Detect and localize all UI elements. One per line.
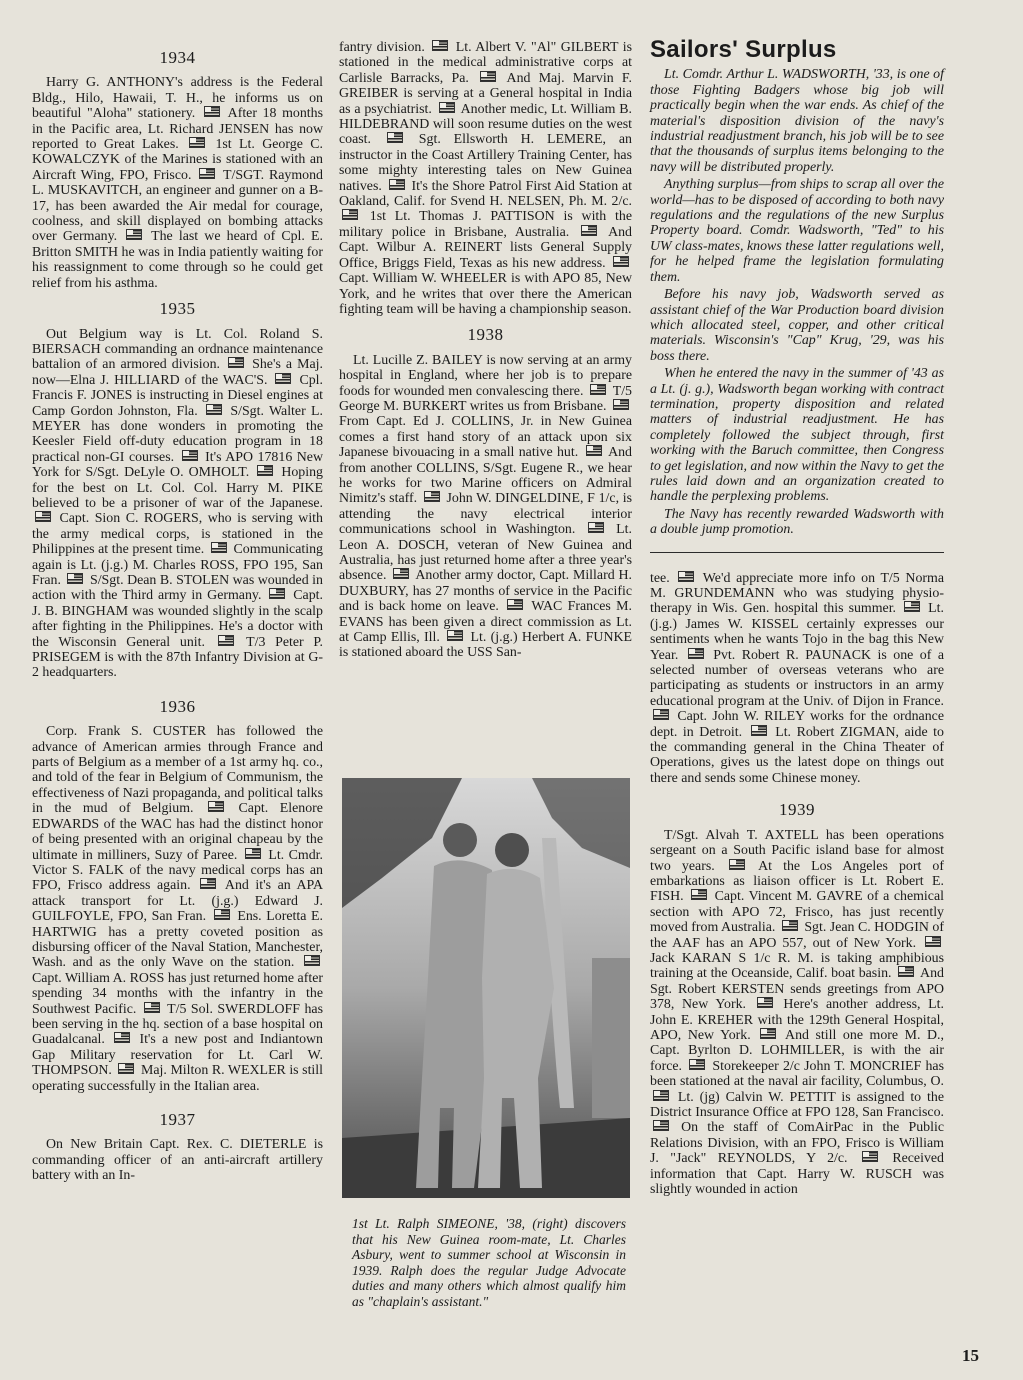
- flag-icon: [862, 1151, 878, 1162]
- flag-icon: [581, 225, 597, 236]
- flag-icon: [144, 1002, 160, 1013]
- year-heading-1938: 1938: [467, 325, 504, 345]
- flag-icon: [447, 630, 463, 641]
- flag-icon: [275, 373, 291, 384]
- flag-icon: [189, 137, 205, 148]
- sidebar-para: Lt. Comdr. Arthur L. WADSWORTH, '33, is one of those Fighting Badgers whose big job will practically begin when the war ends. As chief of the material's disposition division of the navy's industrial readjustment branch, his job will be to see that the thousands of surplus items belonging to the navy will be distributed properly.: [650, 67, 944, 175]
- flag-icon: [208, 801, 224, 812]
- flag-icon: [211, 542, 227, 553]
- flag-icon: [118, 1063, 134, 1074]
- flag-icon: [653, 1120, 669, 1131]
- flag-icon: [751, 725, 767, 736]
- flag-icon: [432, 40, 448, 51]
- sidebar-para: Before his navy job, Wadsworth served as assistant chief of the War Production board division which allocated steel, copper, and other critical materials. Wisconsin's "Cap" Krug, '29, was his boss there.: [650, 287, 944, 364]
- year-heading-1937: 1937: [159, 1110, 196, 1129]
- flag-icon: [613, 256, 629, 267]
- flag-icon: [393, 568, 409, 579]
- flag-icon: [678, 571, 694, 582]
- flag-icon: [480, 71, 496, 82]
- flag-icon: [389, 179, 405, 190]
- flag-icon: [126, 229, 142, 240]
- flag-icon: [304, 955, 320, 966]
- class-notes-1939: T/Sgt. Alvah T. AXTELL has been operations sergeant on a South Pacific island base for almost two years. At the Los Angeles port of embarkations as liaison officer is Lt. Robert E. FISH. Capt. Vincent M. GAVRE of a chemical section with APO 72, Frisco, has just recently moved from Australia. Sgt. Jean C. HODGIN of the AAF has an APO 557, out of New York. Jack KARAN S 1/c R. M. is taking amphibious training at the Oceanside, Calif. boat basin. And Sgt. Robert KERSTEN sends greetings from APO 378, New York. Here's another address, Lt. John E. KREHER with the 129th General Hospital, APO, New York. And still one more M. D., Capt. Byrlton D. LOHMILLER, is with the air force. Storekeeper 2/c John T. MONCRIEF has been stationed at the naval air facility, Columbus, O. Lt. (jg) Calvin W. PETTIT is assigned to the District Insurance Office at FPO 128, San Francisco. On the staff of ComAirPac in the Public Relations Division, with an FPO, Frisco is William J. "Jack" REYNOLDS, Y 2/c. Received information that Capt. Harry W. RUSCH was slightly wounded in action: [650, 827, 945, 1198]
- flag-icon: [925, 936, 941, 947]
- class-notes-1935: Out Belgium way is Lt. Col. Roland S. BIERSACH commanding an ordnance maintenance battalion of an armored division. She's a Maj. now—Elna J. HILLIARD of the WAC'S. Cpl. Francis F. JONES is instructing in Diesel engines at Camp Gordon Johnston, Fla. S/Sgt. Walter L. MEYER has done wonders in promoting the Keesler Field off-duty education program in 18 practical non-GI courses. It's APO 17816 New York for S/Sgt. DeLyle O. OMHOLT. Hoping for the best on Lt. Col. Col. Harry M. PIKE believed to be a prisoner of war of the Japanese. Capt. Sion C. ROGERS, who is serving with the army medical corps, is stationed in the Philippines at the present time. Communicating again is Lt. (j.g.) M. Charles ROSS, FPO 195, San Fran. S/Sgt. Dean B. STOLEN was wounded in action with the Third army in Germany. Capt. J. B. BINGHAM was wounded slightly in the scalp after fighting in the Philippines. He's a doctor with the Wisconsin General unit. T/3 Peter P. PRISEGEM is with the 87th Infantry Division at G-2 headquarters.: [32, 326, 324, 681]
- class-notes-1937: On New Britain Capt. Rex. C. DIETERLE is commanding officer of an anti-aircraft artillery battery with an In-: [32, 1137, 323, 1184]
- flag-icon: [688, 648, 704, 659]
- class-notes-1937-continued: fantry division. Lt. Albert V. "Al" GILBERT is stationed in the medical administrative corps at Carlisle Barracks, Pa. And Maj. Marvin F. GREIBER is serving at a General hospital in India as a psychiatrist. Another medic, Lt. William B. HILDEBRAND will soon resume duties on the west coast. Sgt. Ellsworth H. LEMERE, an instructor in the Coast Artillery Training Center, has some mighty interesting tales on New Guinea natives. It's the Shore Patrol First Aid Station at Oakland, Calif. for Svend H. NELSEN, Ph. M. 2/c. 1st Lt. Thomas J. PATTISON is with the military police in Brisbane, Australia. And Capt. Wilbur A. REINERT lists General Supply Office, Briggs Field, Texas as his new address. Capt. William W. WHEELER is with APO 85, New York, and he writes that over there the American fighting team will be having a championship season.: [339, 40, 632, 317]
- sidebar-sailors-surplus: [650, 36, 944, 538]
- flag-icon: [257, 465, 273, 476]
- flag-icon: [424, 491, 440, 502]
- photo-caption: 1st Lt. Ralph SIMEONE, '38, (right) discovers that his New Guinea room-mate, Lt. Charles Asbury, went to summer school at Wisconsin in 1939. Ralph does the regular Judge Advocate duties and many others which almost qualify him as "chaplain's assistant.": [352, 1216, 626, 1309]
- flag-icon: [342, 209, 358, 220]
- flag-icon: [904, 601, 920, 612]
- column-left: [32, 40, 323, 1184]
- flag-icon: [689, 1059, 705, 1070]
- divider-rule: [650, 552, 944, 553]
- flag-icon: [214, 909, 230, 920]
- class-notes-1934: Harry G. ANTHONY's address is the Federal Bldg., Hilo, Hawaii, T. H., he informs us on beautiful "Aloha" stationery. After 18 months in the Pacific area, Lt. Richard JENSEN has now reported to Great Lakes. 1st Lt. George C. KOWALCZYK of the Marines is stationed with an Aircraft Wing, FPO, Frisco. T/SGT. Raymond L. MUSKAVITCH, an engineer and gunner on a B-17, has been awarded the Air medal for courage, coolness, and skill displayed on bombing attacks over Germany. The last we heard of Cpl. E. Britton SMITH he was in India patiently waiting for his reassignment to come through so he could get relief from his asthma.: [32, 75, 323, 291]
- flag-icon: [691, 889, 707, 900]
- sidebar-para: Anything surplus—from ships to scrap all over the world—has to be disposed of according to both navy regulations and the regulations of the new Surplus Property board. Comdr. Wadsworth, "Ted" to his UW class-mates, knows these latter regulations well, for he helped frame the legislation formulating them.: [650, 177, 944, 285]
- flag-icon: [757, 997, 773, 1008]
- sidebar-para: When he entered the navy in the summer of '43 as a Lt. (j. g.), Wadsworth began working with contract termination, property disposition and related matters of industrial readjustment. He has completely followed the subject through, first working with the Baruch committee, then Congress to get legislation, and now within the Navy to get the rules laid down and an organization created to handle the perplexing problems.: [650, 366, 944, 505]
- year-heading-1935: 1935: [159, 299, 196, 319]
- flag-icon: [387, 132, 403, 143]
- sidebar-para: The Navy has recently rewarded Wadsworth with a double jump promotion.: [650, 506, 944, 538]
- flag-icon: [114, 1032, 130, 1043]
- column-right: [650, 36, 945, 1198]
- flag-icon: [653, 709, 669, 720]
- flag-icon: [228, 357, 244, 368]
- flag-icon: [199, 168, 215, 179]
- flag-icon: [613, 399, 629, 410]
- flag-icon: [507, 599, 523, 610]
- year-heading-1939: 1939: [779, 800, 815, 820]
- flag-icon: [653, 1090, 669, 1101]
- flag-icon: [182, 450, 198, 461]
- flag-icon: [898, 966, 914, 977]
- flag-icon: [439, 102, 455, 113]
- flag-icon: [245, 848, 261, 859]
- class-notes-1938: Lt. Lucille Z. BAILEY is now serving at an army hospital in England, where her job is to prepare foods for wounded men convalescing there. T/5 George M. BURKERT writes us from Brisbane. From Capt. Ed J. COLLINS, Jr. in New Guinea comes a first hand story of an attack upon six Japanese bivouacing in a small native hut. And from another COLLINS, S/Sgt. Eugene R., we hear he works for two Marine officers on Admiral Nimitz's staff. John W. DINGELDINE, F 1/c, is attending the navy electrical interior communications school in Washington. Lt. Leon A. DOSCH, veteran of New Guinea and Australia, has just returned home after a three year's absence. Another army doctor, Capt. Millard H. DUXBURY, has 27 months of service in the Pacific and is back home on leave. WAC Frances M. EVANS has been given a direct commission as Lt. at Camp Ellis, Ill. Lt. (j.g.) Herbert A. FUNKE is stationed aboard the USS San-: [339, 352, 632, 661]
- flag-icon: [35, 511, 51, 522]
- year-heading-1934: 1934: [159, 48, 196, 67]
- flag-icon: [586, 445, 602, 456]
- photo-two-officers: [342, 778, 630, 1198]
- flag-icon: [269, 588, 285, 599]
- page-number: 15: [962, 1346, 979, 1365]
- column-middle: [339, 40, 632, 661]
- year-heading-1936: 1936: [159, 696, 196, 716]
- sidebar-title: Sailors' Surplus: [650, 36, 837, 63]
- flag-icon: [67, 573, 83, 584]
- photo-block: [342, 778, 630, 1310]
- flag-icon: [218, 635, 234, 646]
- flag-icon: [760, 1028, 776, 1039]
- flag-icon: [206, 404, 222, 415]
- flag-icon: [588, 522, 604, 533]
- class-notes-1936: Corp. Frank S. CUSTER has followed the advance of American armies through France and parts of Belgium as a member of a 1st army hq. co., and told of the fear in Belgium of Communism, the effectiveness of Nazi propaganda, and political talks in the mud of Belgium. Capt. Elenore EDWARDS of the WAC has had the distinct honor of being presented with an original chapeau by the ultimate in milliners, Suzy of Paree. Lt. Cmdr. Victor S. FALK of the navy medical corps has an FPO, Frisco address again. And it's an APA attack transport for Lt. (j.g.) Edward J. GUILFOYLE, FPO, San Fran. Ens. Loretta E. HARTWIG has a pretty coveted position as disbursing officer of the Naval Station, Manchester, Wash. and as the only Wave on the station. Capt. William A. ROSS has just returned home after spending 34 months with the infantry in the Southwest Pacific. T/5 Sol. SWERDLOFF has been serving in the hq. section of a base hospital on Guadalcanal. It's a new post and Indiantown Gap Military reservation for Lt. Carl W. THOMPSON. Maj. Milton R. WEXLER is still operating successfully in the Italian area.: [32, 724, 324, 1094]
- photo-illustration: [342, 778, 630, 1198]
- flag-icon: [729, 859, 745, 870]
- flag-icon: [200, 878, 216, 889]
- flag-icon: [204, 106, 220, 117]
- flag-icon: [782, 920, 798, 931]
- class-notes-1938-continued: tee. We'd appreciate more info on T/5 Norma M. GRUNDEMANN who was studying physio-therapy in Wis. Gen. hospital this summer. Lt. (j.g.) James W. KISSEL certainly expresses our sentiments when he wants Tojo in the bag this New Year. Pvt. Robert R. PAUNACK is one of a selected number of overseas veterans who are participating as students or instructors in an army educational program at the Univ. of Dijon in France. Capt. John W. RILEY works for the ordnance dept. in Detroit. Lt. Robert ZIGMAN, aide to the commanding general in the China Theater of Operations, gives us the latest dope on things out there and sends some Chinese money.: [650, 570, 944, 786]
- flag-icon: [590, 384, 606, 395]
